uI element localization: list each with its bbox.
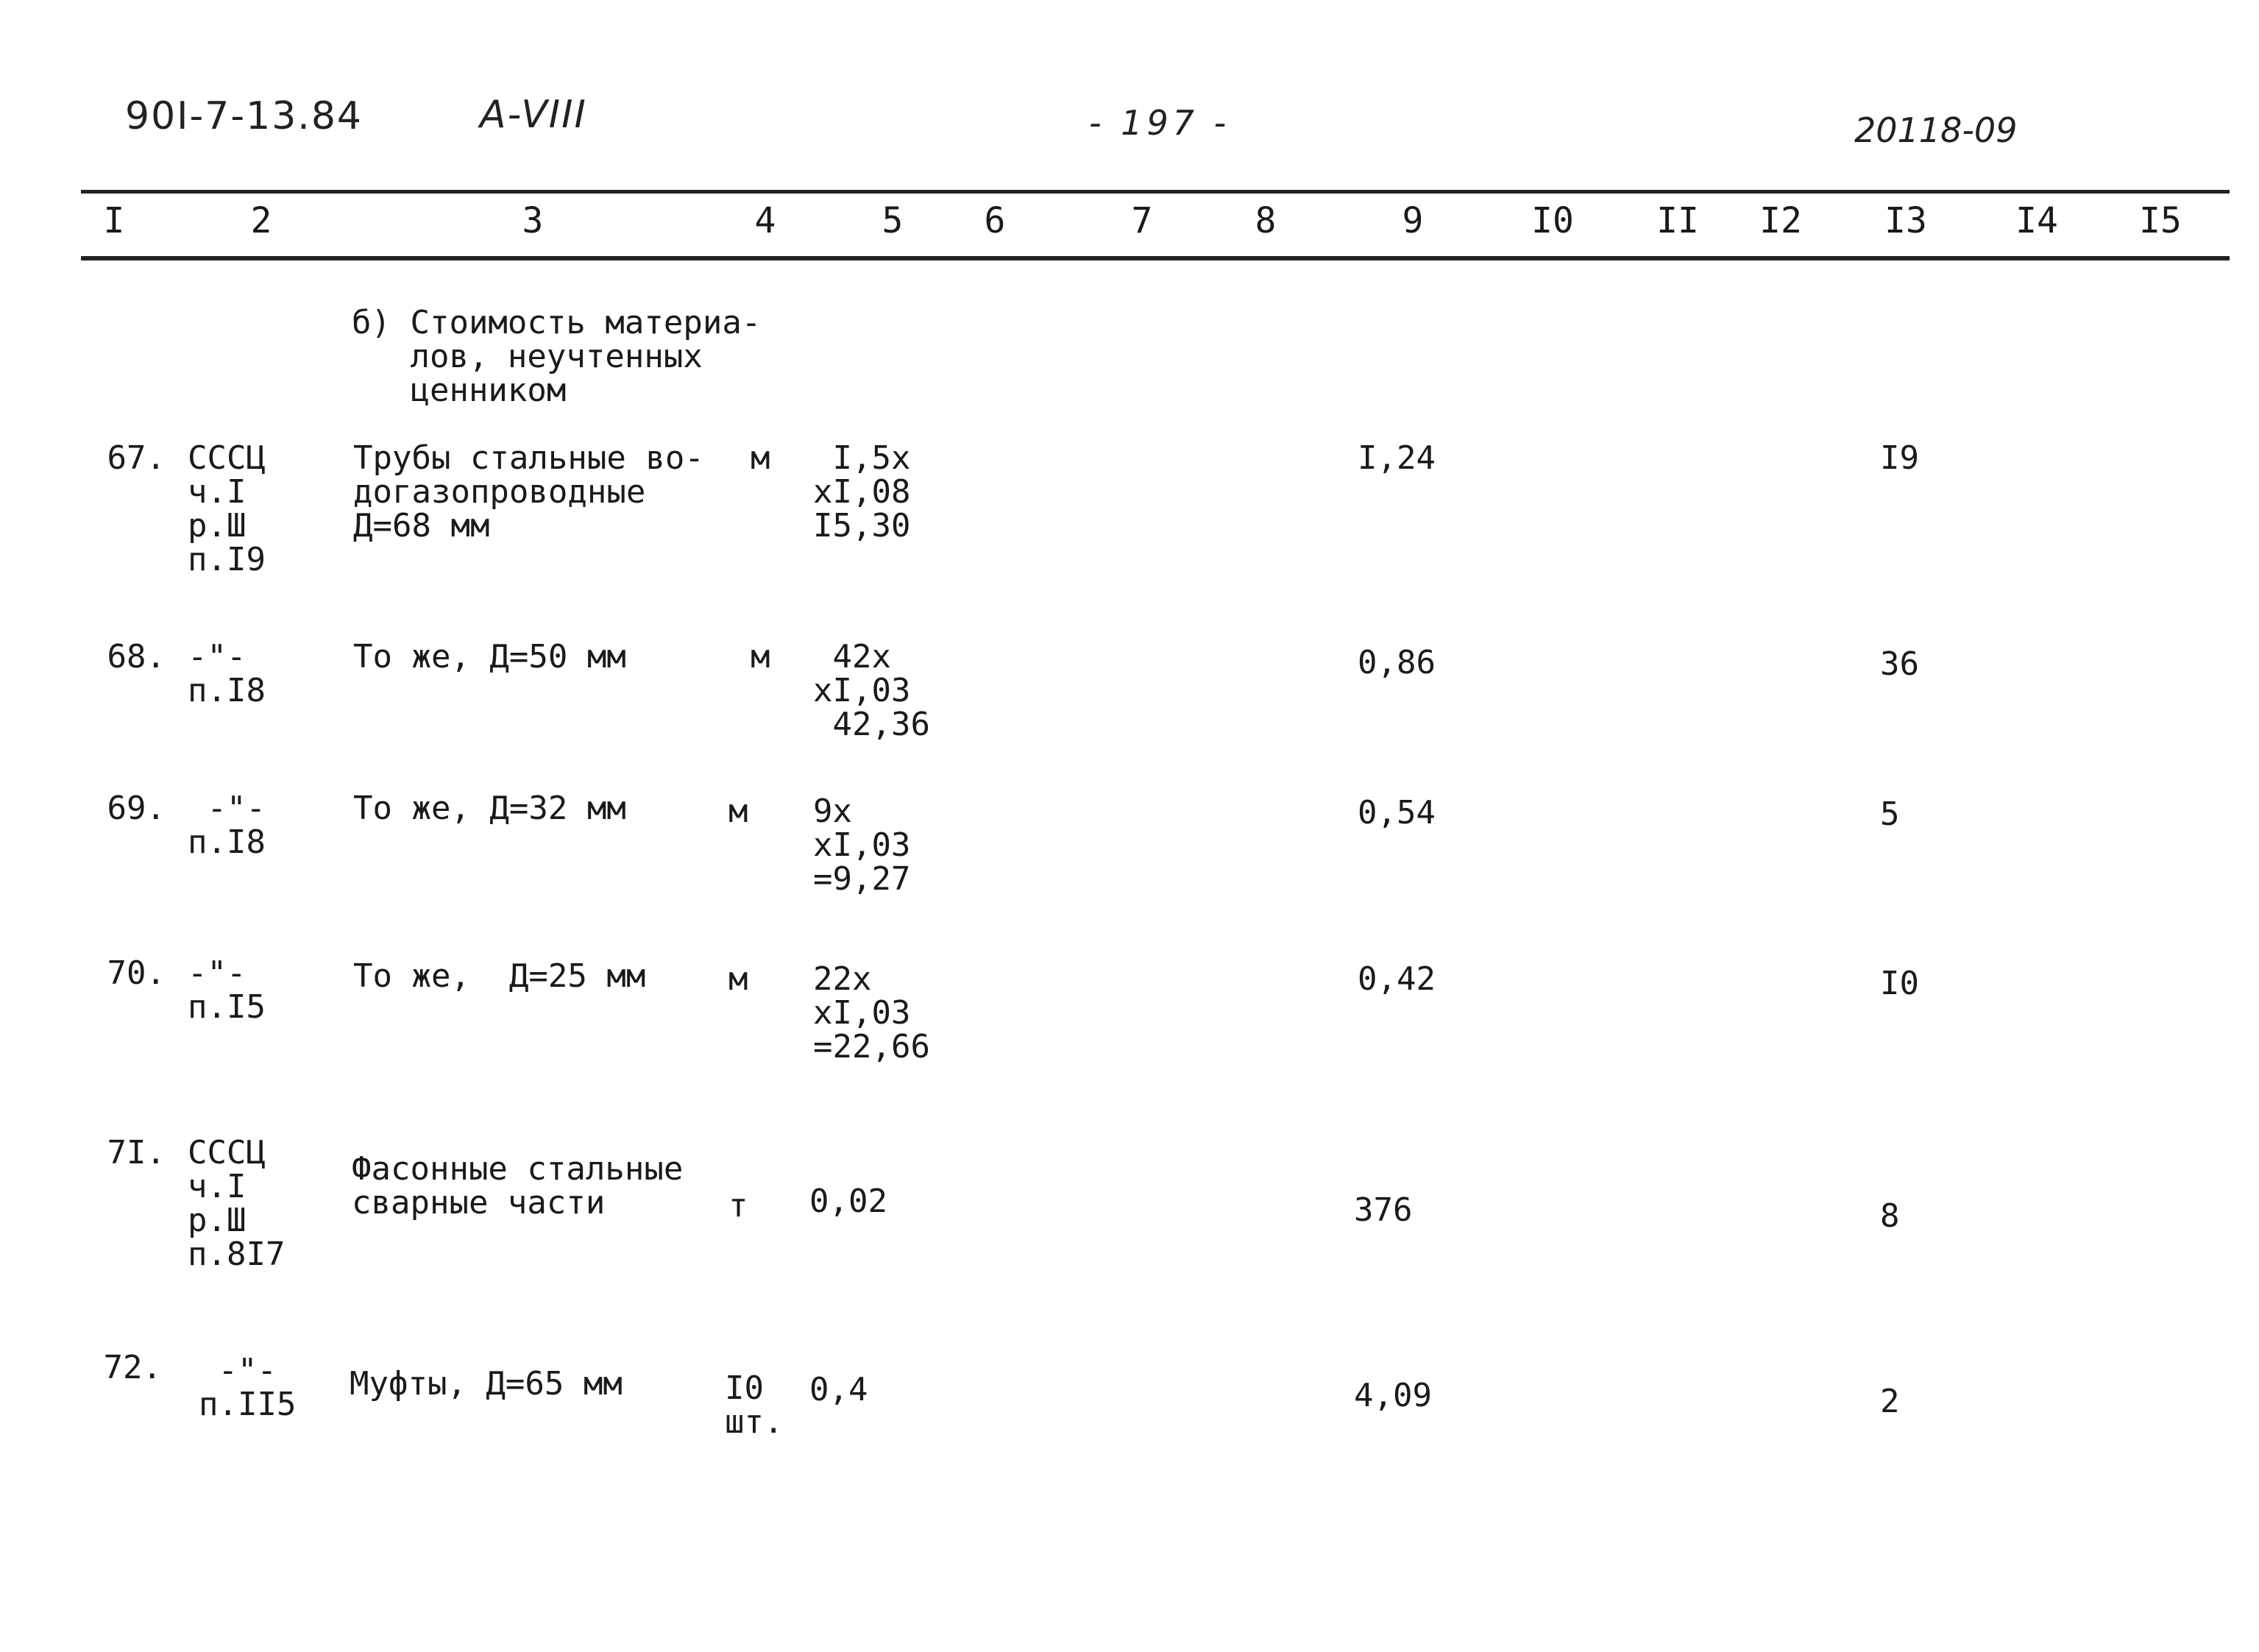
sheet-code: 20118-09 (1854, 110, 2018, 150)
row-quantity: 42x xI,03 42,36 (813, 638, 930, 743)
row-name: Фасонные стальные сварные части (352, 1150, 684, 1222)
table-top-rule (81, 190, 2230, 194)
column-header: 2 (250, 200, 272, 241)
section-subheading: б) Стоимость материа- лов, неучтенных ценником (352, 304, 762, 409)
row-number: 70. (107, 954, 166, 992)
table-header-bottom-rule (81, 256, 2230, 260)
row-quantity: 0,02 (809, 1183, 887, 1220)
row-unit-price: 376 (1354, 1191, 1413, 1229)
row-quantity: I,5x xI,08 I5,30 (813, 439, 911, 545)
column-header: I3 (1884, 200, 1927, 241)
row-reference: СССЦ ч.I р.Ш п.I9 (188, 439, 266, 578)
row-reference: -"- п.I8 (188, 638, 266, 709)
row-unit-price: I,24 (1358, 439, 1436, 477)
row-name: То же, Д=32 мм (353, 790, 626, 827)
row-quantity: 0,4 (809, 1371, 868, 1408)
row-total: 2 (1880, 1383, 1900, 1420)
row-unit: т (728, 1187, 748, 1224)
row-number: 69. (107, 790, 166, 827)
row-name: Муфты, Д=65 мм (350, 1365, 623, 1403)
column-header: I0 (1531, 200, 1574, 241)
row-reference: СССЦ ч.I р.Ш п.8I7 (188, 1134, 286, 1273)
document-section: A-VIII (480, 93, 587, 137)
column-header: II (1656, 200, 1699, 241)
row-unit: м (728, 960, 748, 998)
row-name: То же, Д=50 мм (353, 638, 626, 676)
row-unit-price: 0,42 (1358, 960, 1436, 998)
row-quantity: 22x xI,03 =22,66 (813, 960, 930, 1066)
column-header: I (103, 200, 125, 241)
row-total: 5 (1880, 795, 1900, 833)
column-header: I4 (2015, 200, 2058, 241)
column-header: 8 (1255, 200, 1277, 241)
column-header: 5 (882, 200, 904, 241)
row-total: I9 (1880, 439, 1919, 477)
column-header: 7 (1131, 200, 1153, 241)
row-name: То же, Д=25 мм (353, 957, 646, 995)
row-reference: -"- п.I8 (188, 790, 266, 861)
row-unit-price: 0,86 (1358, 644, 1436, 681)
column-header: I5 (2139, 200, 2182, 241)
row-unit-price: 0,54 (1358, 794, 1436, 832)
row-unit: м (751, 439, 770, 477)
column-header: 9 (1402, 200, 1424, 241)
row-total: I0 (1880, 965, 1919, 1002)
row-number: 72. (103, 1349, 162, 1386)
column-header: 6 (984, 200, 1006, 241)
row-total: 36 (1880, 645, 1919, 683)
row-reference: -"- п.I5 (188, 954, 266, 1026)
column-header: I2 (1759, 200, 1802, 241)
row-unit: м (728, 793, 748, 830)
row-unit: м (751, 638, 770, 676)
row-total: 8 (1880, 1197, 1900, 1235)
column-header: 4 (754, 200, 776, 241)
document-code: 90I-7-13.84 (125, 94, 363, 138)
row-unit: I0 шт. (725, 1369, 784, 1441)
row-number: 67. (107, 439, 166, 477)
row-reference: -"- п.II5 (199, 1352, 297, 1423)
row-name: Трубы стальные во- догазопроводные Д=68 мм (353, 439, 704, 545)
row-unit-price: 4,09 (1354, 1377, 1432, 1414)
row-number: 7I. (107, 1134, 166, 1171)
column-header: 3 (522, 200, 544, 241)
row-number: 68. (107, 638, 166, 676)
page-number: - 197 - (1089, 103, 1231, 143)
row-quantity: 9x xI,03 =9,27 (813, 793, 911, 898)
